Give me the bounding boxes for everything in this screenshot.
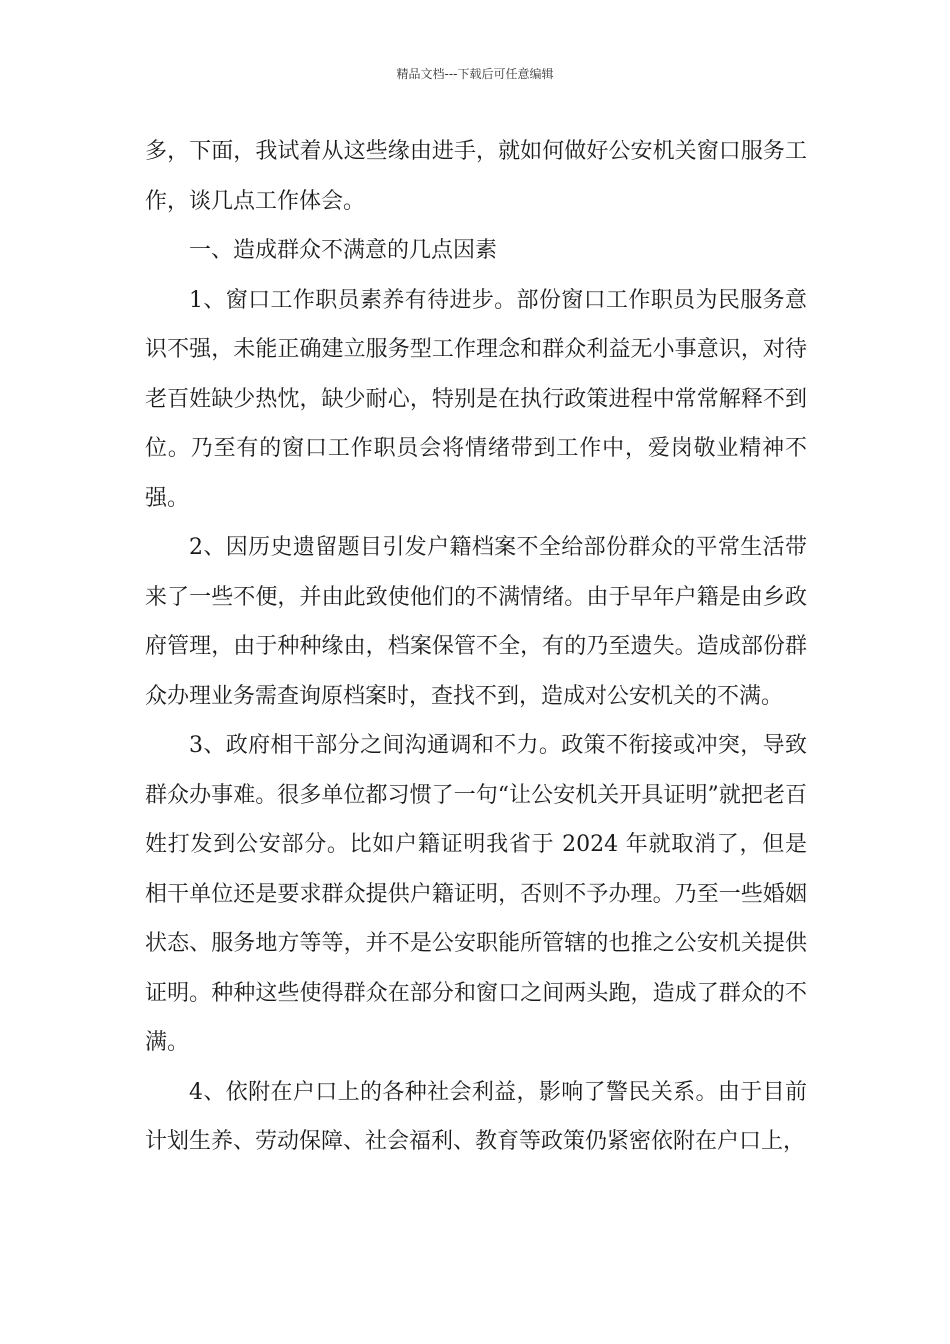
paragraph-item-1: 1、窗口工作职员素养有待进步。部份窗口工作职员为民服务意识不强，未能正确建立服务型工作理念和群众利益无小事意识，对待老百姓缺少热忱，缺少耐心，特别是在执行政策进程中常常解释不到位。乃至有的窗口工作职员会将情绪带到工作中，爱岗敬业精神不强。 <box>145 287 807 511</box>
paragraph-item-2: 2、因历史遗留题目引发户籍档案不全给部份群众的平常生活带来了一些不便，并由此致使他们的不满情绪。由于早年户籍是由乡政府管理，由于种种缘由，档案保管不全，有的乃至遗失。造成部份群众办理业务需查询原档案时，查找不到，造成对公安机关的不满。 <box>145 535 807 709</box>
paragraph-item-3: 3、政府相干部分之间沟通调和不力。政策不衔接或冲突，导致群众办事难。很多单位都习惯了一句“让公安机关开具证明”就把老百姓打发到公安部分。比如户籍证明我省于 2024 年就取消了，但是相干单位还是要求群众提供户籍证明，否则不予办理。乃至一些婚姻状态、服务地方等等，并不是公安职能所管辖的也推之公安机关提供证明。种种这些使得群众在部分和窗口之间两头跑，造成了群众的不满。 <box>145 733 807 1055</box>
document-body <box>145 127 807 1167</box>
paragraph-continuation: 多，下面，我试着从这些缘由进手，就如何做好公安机关窗口服务工作，谈几点工作体会。 <box>145 139 807 214</box>
section-heading: 一、造成群众不满意的几点因素 <box>189 238 498 263</box>
page-header: 精品文档---下载后可任意编辑 <box>396 67 554 81</box>
paragraph-item-4: 4、依附在户口上的各种社会利益，影响了警民关系。由于目前计划生养、劳动保障、社会福利、教育等政策仍紧密依附在户口上， <box>145 1079 807 1154</box>
